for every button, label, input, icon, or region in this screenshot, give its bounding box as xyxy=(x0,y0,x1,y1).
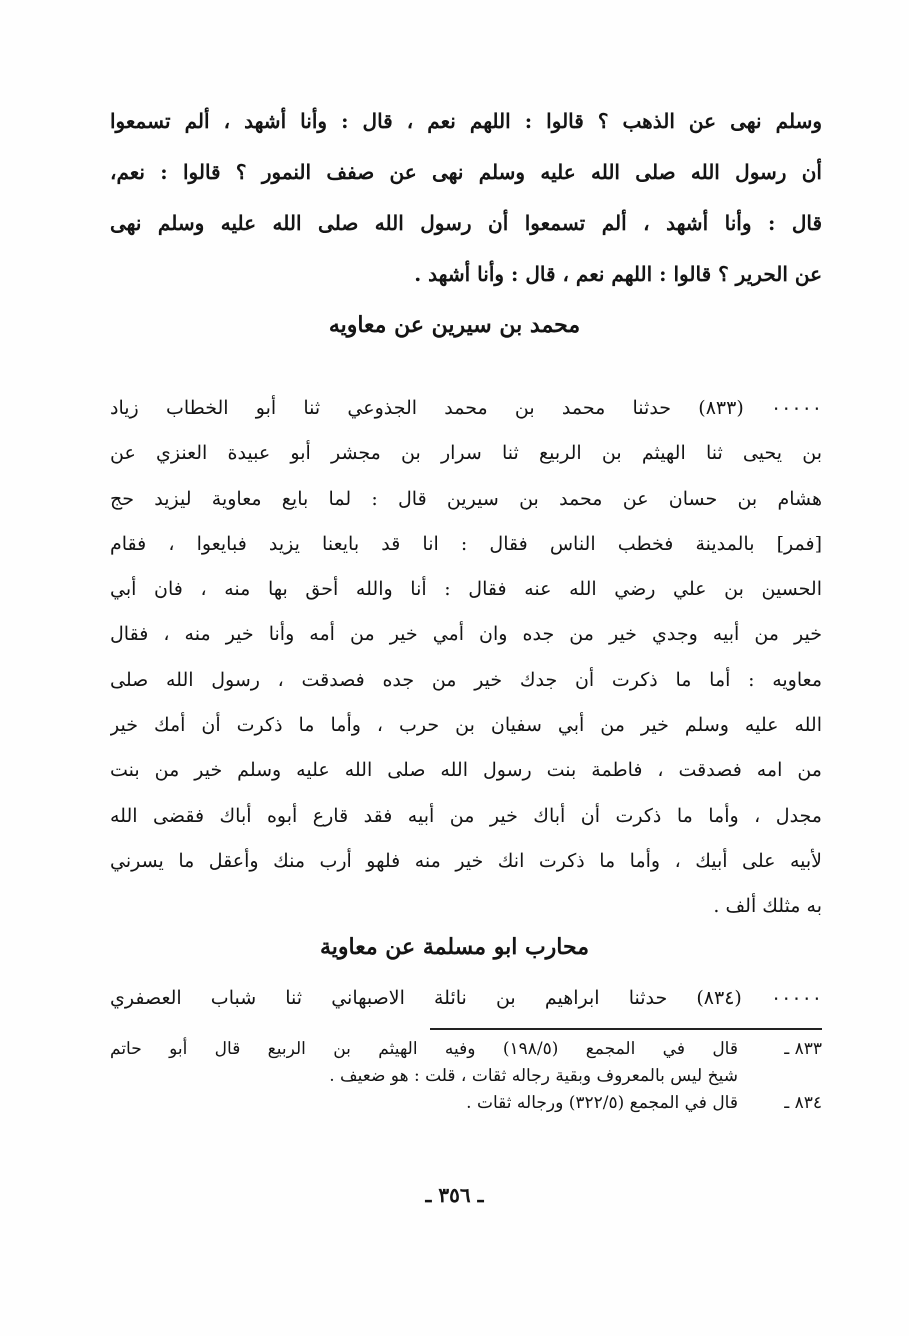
top-paragraph xyxy=(110,96,822,300)
footnote-divider xyxy=(430,1028,822,1030)
paragraph-line: قال : وأنا أشهد ، ألم تسمعوا أن رسول الله صلى الله عليه وسلم نهى xyxy=(110,211,822,235)
footnote-834 xyxy=(110,1090,822,1117)
paragraph-line: به مثلك ألف . xyxy=(713,895,822,918)
paragraph-line: وسلم نهى عن الذهب ؟ قالوا : اللهم نعم ، قال : وأنا أشهد ، ألم تسمعوا xyxy=(110,109,822,133)
paragraph-line: الله عليه وسلم خير من أبي سفيان بن حرب ، وأما ما ذكرت أن أمك خير xyxy=(110,714,822,737)
footnote-number: ٨٣٤ ـ xyxy=(784,1093,822,1113)
paragraph-line: هشام بن حسان عن محمد بن سيرين قال : لما بايع معاوية ليزيد حج xyxy=(110,487,822,510)
hadith-834 xyxy=(110,976,822,1021)
footnote-continuation: شيخ ليس بالمعروف وبقية رجاله ثقات ، قلت : هو ضعيف . xyxy=(329,1066,738,1086)
footnote-text: قال في المجمع (٣٢٢/٥) ورجاله ثقات . xyxy=(466,1093,738,1113)
paragraph-line: الحسين بن علي رضي الله عنه فقال : أنا والله أحق بها منه ، فان أبي xyxy=(110,578,822,601)
paragraph-line: لأبيه على أبيك ، وأما ما ذكرت انك خير منه فلهو أرب منك وأعقل ما يسرني xyxy=(110,849,822,872)
paragraph-line: من امه فصدقت ، فاطمة بنت رسول الله صلى الله عليه وسلم خير من بنت xyxy=(110,759,822,782)
page-number: ـ ٣٥٦ ـ xyxy=(425,1183,484,1207)
paragraph-line: عن الحرير ؟ قالوا : اللهم نعم ، قال : وأنا أشهد . xyxy=(414,262,822,286)
paragraph-line: أن رسول الله صلى الله عليه وسلم نهى عن صفف النمور ؟ قالوا : نعم، xyxy=(110,160,822,184)
section-heading: محمد بن سيرين عن معاويه xyxy=(328,312,581,338)
footnote-number: ٨٣٣ ـ xyxy=(784,1039,822,1059)
footnotes xyxy=(110,1036,822,1117)
paragraph-line: ٠٠٠٠٠ (٨٣٤) حدثنا ابراهيم بن نائلة الاصبهاني ثنا شباب العصفري xyxy=(110,987,822,1009)
footnote-833 xyxy=(110,1036,822,1063)
hadith-833 xyxy=(110,386,822,930)
paragraph-line: معاويه : أما ما ذكرت أن جدك خير من جده فصدقت ، رسول الله صلى xyxy=(110,668,822,691)
paragraph-line: مجدل ، وأما ما ذكرت أن أباك خير من أبيه فقد قارع أبوه أباك فقضى الله xyxy=(110,804,822,827)
paragraph-line: [فمر] بالمدينة فخطب الناس فقال : انا قد بايعنا يزيد فبايعوا ، فقام xyxy=(110,532,822,555)
footnote-text: قال في المجمع (١٩٨/٥) وفيه الهيثم بن الربيع قال أبو حاتم xyxy=(110,1039,738,1059)
paragraph-line: ٠٠٠٠٠ (٨٣٣) حدثنا محمد بن محمد الجذوعي ثنا أبو الخطاب زياد xyxy=(110,397,822,419)
section-heading: محارب ابو مسلمة عن معاوية xyxy=(320,934,589,960)
paragraph-line: خير من أبيه وجدي خير من جده وان أمي خير من أمه وأنا خير منه ، فقال xyxy=(110,623,822,646)
paragraph-line: بن يحيى ثنا الهيثم بن الربيع ثنا سرار بن مجشر أبو عبيدة العنزي عن xyxy=(110,442,822,465)
